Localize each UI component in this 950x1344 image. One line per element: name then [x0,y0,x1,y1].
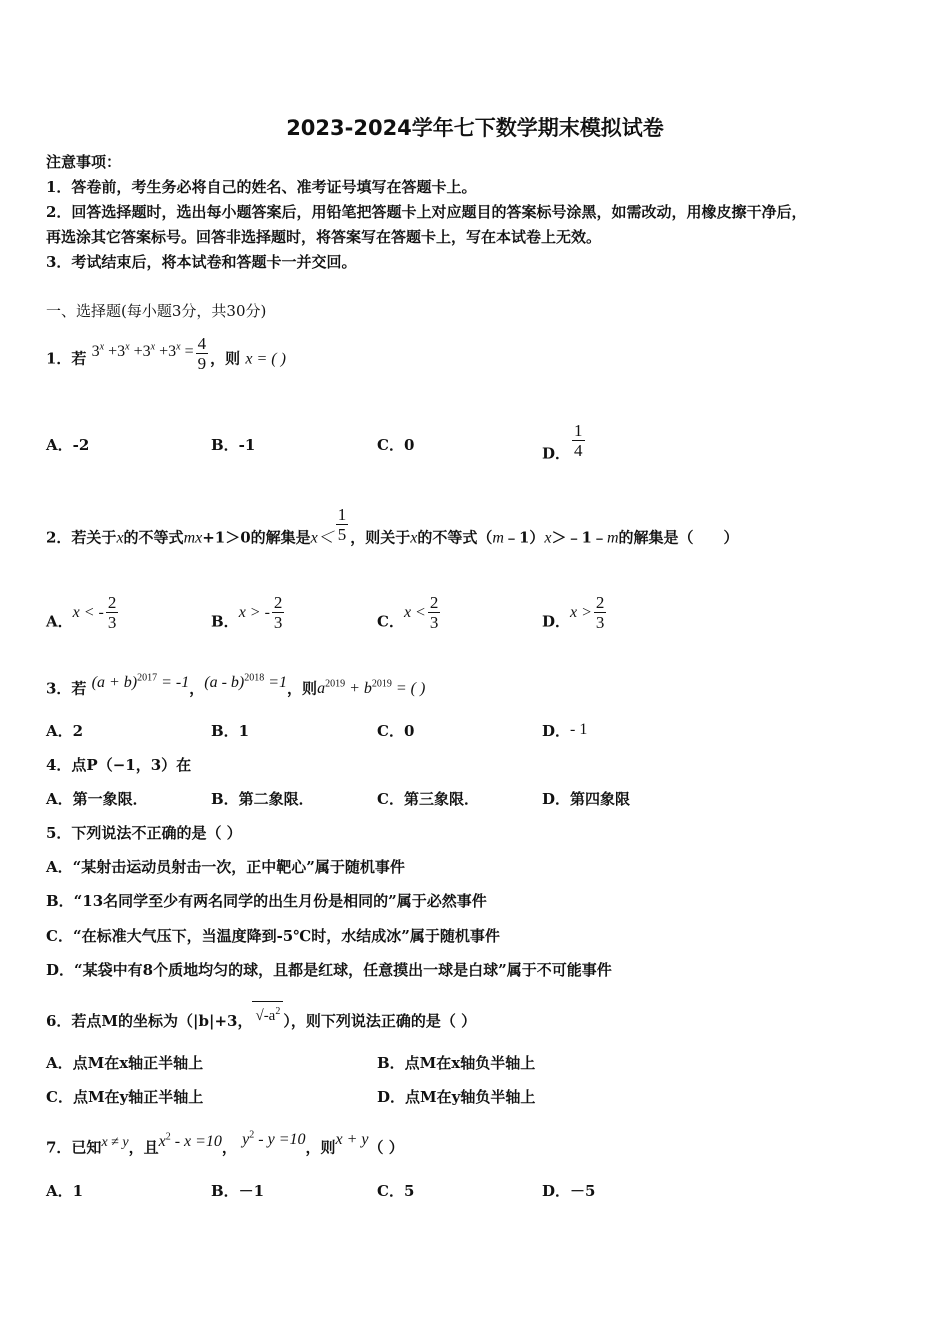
q1-fraction: $\frac{4}{9}$ [197,334,207,373]
q2-option-c[interactable]: C．x < $\frac{2}{3}$ [377,593,439,632]
q2-option-b[interactable]: B．x > - $\frac{2}{3}$ [211,593,283,632]
q6-option-d[interactable]: D．点M在y轴负半轴上 [377,1088,536,1106]
q1-tail: x = ( ) [245,350,286,368]
q1-prefix: 1．若 [46,349,87,368]
notice-item-3: 3．考试结束后，将本试卷和答题卡一并交回。 [46,253,357,271]
notice-item-1: 1．答卷前，考生务必将自己的姓名、准考证号填写在答题卡上。 [46,178,477,196]
question-2: 2．若关于x的不等式mx+1＞0的解集是x＜ $\frac{1}{5}$ ，则关于x的不等式（m﹣1）x＞﹣1﹣m的解集是（ ） [46,505,739,547]
q1-option-b[interactable]: B．-1 [211,436,256,454]
q6-option-c[interactable]: C．点M在y轴正半轴上 [46,1088,204,1106]
question-6: 6．若点M的坐标为（|b|+3， $√-a^2$），则下列说法正确的是（ ） [46,1007,476,1032]
q5-option-c[interactable]: C．“在标准大气压下，当温度降到-5℃时，水结成冰”属于随机事件 [46,927,500,945]
q5-option-b[interactable]: B．“13名同学至少有两名同学的出生月份是相同的”属于必然事件 [46,892,487,910]
q1-option-d[interactable]: D． $\frac{1}{4}$ [542,421,583,463]
q7-option-b[interactable]: B．－1 [211,1182,265,1200]
q4-option-c[interactable]: C．第三象限． [377,790,479,808]
section-heading: 一、选择题(每小题3分，共30分) [46,302,267,320]
q7-option-a[interactable]: A．1 [46,1182,84,1200]
notice-item-2-cont: 再选涂其它答案标号。回答非选择题时，将答案写在答题卡上，写在本试卷上无效。 [46,228,602,246]
q2-option-a[interactable]: A．x < - $\frac{2}{3}$ [46,593,117,632]
q3-option-c[interactable]: C．0 [377,722,415,740]
q3-option-d[interactable]: D．- 1 [542,721,588,740]
q1-expression: $3^x +3^x +3^x +3^x$ = [91,341,194,360]
q4-option-b[interactable]: B．第二象限． [211,790,314,808]
question-3: 3．若 $(a + b)^{2017} = -1$，(a - b)$^{2018}$ =1，则$a^{2019} + b^{2019}$ = ( ) [46,673,426,698]
q7-option-d[interactable]: D．－5 [542,1182,596,1200]
q6-option-a[interactable]: A．点M在x轴正半轴上 [46,1054,204,1072]
notice-item-2: 2．回答选择题时，选出每小题答案后，用铅笔把答题卡上对应题目的答案标号涂黑，如需改动，用橡皮擦干净后， [46,203,807,221]
q4-option-d[interactable]: D．第四象限 [542,790,631,808]
q7-option-c[interactable]: C．5 [377,1182,415,1200]
q3-option-b[interactable]: B．1 [211,722,250,740]
question-5: 5．下列说法不正确的是（ ） [46,824,242,842]
q5-option-a[interactable]: A．“某射击运动员射击一次，正中靶心”属于随机事件 [46,858,405,876]
q3-option-a[interactable]: A．2 [46,722,84,740]
q1-option-c[interactable]: C．0 [377,436,415,454]
q1-option-a[interactable]: A．-2 [46,436,90,454]
q5-option-d[interactable]: D．“某袋中有8个质地均匀的球，且都是红球，任意摸出一球是白球”属于不可能事件 [46,961,612,979]
q4-option-a[interactable]: A．第一象限． [46,790,148,808]
q6-option-b[interactable]: B．点M在x轴负半轴上 [377,1054,536,1072]
question-7: 7．已知x ≠ y，且$x^2 - x =10$， $y^2 - y =10$，则x + y（ ） [46,1130,404,1157]
q2-option-d[interactable]: D．x > $\frac{2}{3}$ [542,593,605,632]
question-1 [46,334,286,379]
page-title: 2023-2024学年七下数学期末模拟试卷 [286,116,664,140]
q1-suffix: ，则 [210,349,241,368]
notice-heading: 注意事项： [46,153,122,171]
question-4: 4．点P（−1，3）在 [46,756,192,774]
